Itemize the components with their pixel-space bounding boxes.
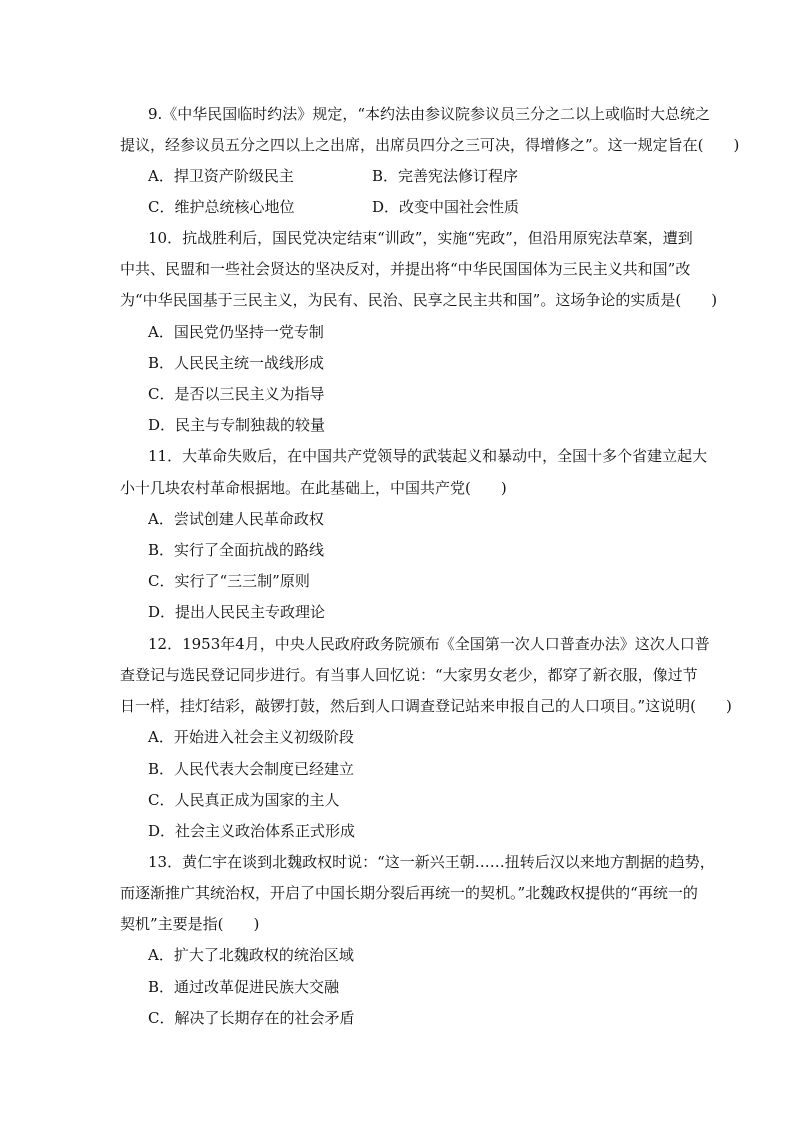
- question-13-option-b[interactable]: B．通过改革促进民族大交融: [148, 978, 340, 996]
- question-11-option-d[interactable]: D．提出人民民主专政理论: [148, 603, 326, 621]
- question-12-line-2: 查登记与选民登记同步进行。有当事人回忆说：“大家男女老少，都穿了新衣服，像过节: [120, 666, 698, 684]
- question-9-line-1: 9.《中华民国临时约法》规定，“本约法由参议院参议员三分之二以上或临时大总统之: [148, 105, 710, 123]
- question-12-line-3: 日一样，挂灯结彩，敲锣打鼓，然后到人口调查登记站来申报自己的人口项目。”这说明( ): [120, 697, 732, 715]
- question-9-line-2: 提议，经参议员五分之四以上之出席，出席员四分之三可决，得增修之”。这一规定旨在( ): [120, 136, 740, 154]
- question-12-option-a[interactable]: A．开始进入社会主义初级阶段: [148, 728, 354, 746]
- question-10-option-c[interactable]: C．是否以三民主义为指导: [148, 385, 325, 403]
- question-10-option-d[interactable]: D．民主与专制独裁的较量: [148, 416, 326, 434]
- question-9-option-a[interactable]: A．捍卫资产阶级民主: [148, 167, 294, 185]
- question-11-line-1: 11．大革命失败后，在中国共产党领导的武装起义和暴动中，全国十多个省建立起大: [148, 447, 708, 465]
- question-11-option-b[interactable]: B．实行了全面抗战的路线: [148, 541, 325, 559]
- question-10-option-a[interactable]: A．国民党仍坚持一党专制: [148, 323, 324, 341]
- question-12-option-c[interactable]: C．人民真正成为国家的主人: [148, 791, 340, 809]
- question-13-line-2: 而逐渐推广其统治权，开启了中国长期分裂后再统一的契机。”北魏政权提供的“再统一的: [120, 884, 698, 902]
- question-11-option-c[interactable]: C．实行了“三三制”原则: [148, 572, 310, 590]
- question-9-option-b[interactable]: B．完善宪法修订程序: [372, 167, 519, 185]
- question-13-line-3: 契机”主要是指( ): [120, 915, 260, 933]
- question-13-option-a[interactable]: A．扩大了北魏政权的统治区域: [148, 946, 354, 964]
- question-13-line-1: 13．黄仁宇在谈到北魏政权时说：“这一新兴王朝……扭转后汉以来地方割据的趋势，: [148, 853, 715, 871]
- question-11-line-2: 小十几块农村革命根据地。在此基础上，中国共产党( ): [120, 479, 507, 497]
- question-12-line-1: 12．1953年4月，中央人民政府政务院颁布《全国第一次人口普查办法》这次人口普: [148, 635, 710, 653]
- question-10-line-3: 为“中华民国基于三民主义，为民有、民治、民享之民主共和国”。这场争论的实质是( ): [120, 291, 718, 309]
- question-10-option-b[interactable]: B．人民民主统一战线形成: [148, 354, 325, 372]
- question-12-option-d[interactable]: D．社会主义政治体系正式形成: [148, 822, 356, 840]
- question-12-option-b[interactable]: B．人民代表大会制度已经建立: [148, 760, 355, 778]
- question-10-line-1: 10．抗战胜利后，国民党决定结束“训政”，实施“宪政”，但沿用原宪法草案，遭到: [148, 229, 693, 247]
- question-13-option-c[interactable]: C．解决了长期存在的社会矛盾: [148, 1009, 355, 1027]
- question-10-line-2: 中共、民盟和一些社会贤达的坚决反对，并提出将“中华民国国体为三民主义共和国”改: [120, 260, 691, 278]
- question-11-option-a[interactable]: A．尝试创建人民革命政权: [148, 510, 324, 528]
- question-9-option-d[interactable]: D．改变中国社会性质: [372, 198, 520, 216]
- question-9-option-c[interactable]: C．维护总统核心地位: [148, 198, 295, 216]
